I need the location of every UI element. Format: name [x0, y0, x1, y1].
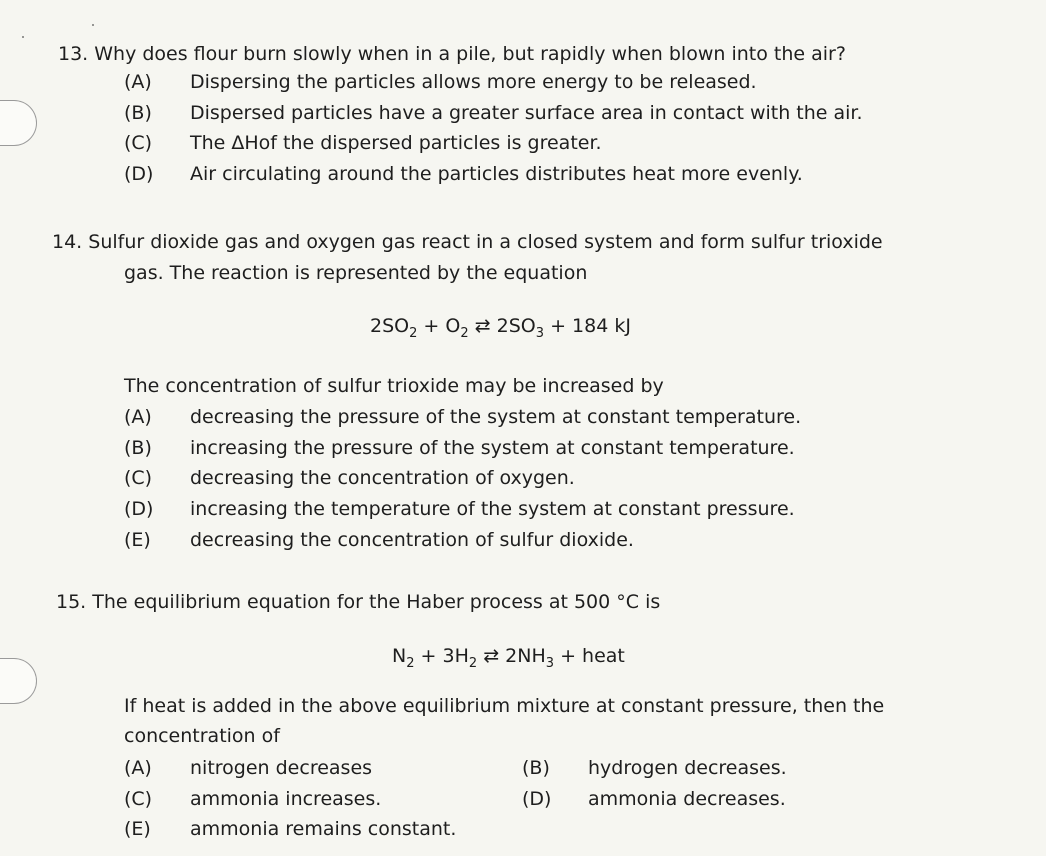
- eq-term: 2NH: [505, 645, 546, 667]
- option-text: increasing the pressure of the system at constant temperature.: [190, 437, 795, 459]
- option-letter: (B): [124, 102, 152, 124]
- question-14-stem-line1: 14. Sulfur dioxide gas and oxygen gas react in a closed system and form sulfur trioxide: [52, 231, 883, 253]
- scan-speck: [92, 24, 94, 26]
- option-text: decreasing the pressure of the system at constant temperature.: [190, 406, 802, 428]
- option-text: increasing the temperature of the system at constant pressure.: [190, 498, 795, 520]
- eq-subscript: 2: [468, 655, 478, 671]
- option-letter: (C): [124, 788, 153, 810]
- eq-subscript: 2: [406, 655, 415, 671]
- eq-subscript: 3: [535, 325, 545, 341]
- option-letter: (A): [124, 71, 152, 93]
- option-text: hydrogen decreases.: [588, 757, 787, 779]
- option-letter: (D): [124, 498, 154, 520]
- equilibrium-arrow: ⇄: [468, 315, 497, 337]
- option-letter: (E): [124, 818, 151, 840]
- option-letter: (C): [124, 467, 153, 489]
- eq-term: + 3H: [414, 645, 469, 667]
- eq-term: + O: [417, 315, 461, 337]
- option-letter: (D): [124, 163, 154, 185]
- question-15-stem: 15. The equilibrium equation for the Haber process at 500 °C is: [56, 591, 661, 613]
- q14-equation: [370, 314, 631, 346]
- option-text: decreasing the concentration of sulfur dioxide.: [190, 529, 634, 551]
- option-text: decreasing the concentration of oxygen.: [190, 467, 575, 489]
- option-text: ammonia remains constant.: [190, 818, 457, 840]
- eq-subscript: 3: [545, 655, 555, 671]
- eq-term: + 184 kJ: [544, 315, 631, 337]
- scan-speck: [22, 36, 24, 38]
- eq-term: 2SO: [370, 315, 410, 337]
- question-14-prompt: The concentration of sulfur trioxide may be increased by: [124, 375, 664, 397]
- punch-hole-top: [0, 100, 37, 146]
- option-text: Air circulating around the particles distributes heat more evenly.: [190, 163, 803, 185]
- equilibrium-arrow: ⇄: [477, 645, 506, 667]
- eq-subscript: 2: [409, 325, 418, 341]
- eq-term: N: [392, 645, 407, 667]
- option-text: nitrogen decreases: [190, 757, 373, 779]
- q15-equation: [392, 644, 625, 676]
- option-letter: (A): [124, 406, 152, 428]
- eq-term: 2SO: [496, 315, 536, 337]
- option-text: ammonia decreases.: [588, 788, 786, 810]
- punch-hole-bottom: [0, 658, 37, 704]
- option-text: Dispersed particles have a greater surface area in contact with the air.: [190, 102, 863, 124]
- question-14-stem-line2: gas. The reaction is represented by the equation: [124, 262, 588, 284]
- question-15-prompt-line1: If heat is added in the above equilibrium mixture at constant pressure, then the: [124, 695, 885, 717]
- option-letter: (B): [522, 757, 550, 779]
- question-15-prompt-line2: concentration of: [124, 725, 280, 747]
- option-letter: (D): [522, 788, 552, 810]
- eq-term: + heat: [554, 645, 625, 667]
- question-13-stem: 13. Why does flour burn slowly when in a pile, but rapidly when blown into the air?: [58, 43, 846, 65]
- option-text: Dispersing the particles allows more energy to be released.: [190, 71, 757, 93]
- option-text: The ΔHof the dispersed particles is greater.: [190, 132, 602, 154]
- option-letter: (C): [124, 132, 153, 154]
- option-letter: (B): [124, 437, 152, 459]
- option-letter: (E): [124, 529, 151, 551]
- option-text: ammonia increases.: [190, 788, 382, 810]
- eq-subscript: 2: [460, 325, 469, 341]
- option-letter: (A): [124, 757, 152, 779]
